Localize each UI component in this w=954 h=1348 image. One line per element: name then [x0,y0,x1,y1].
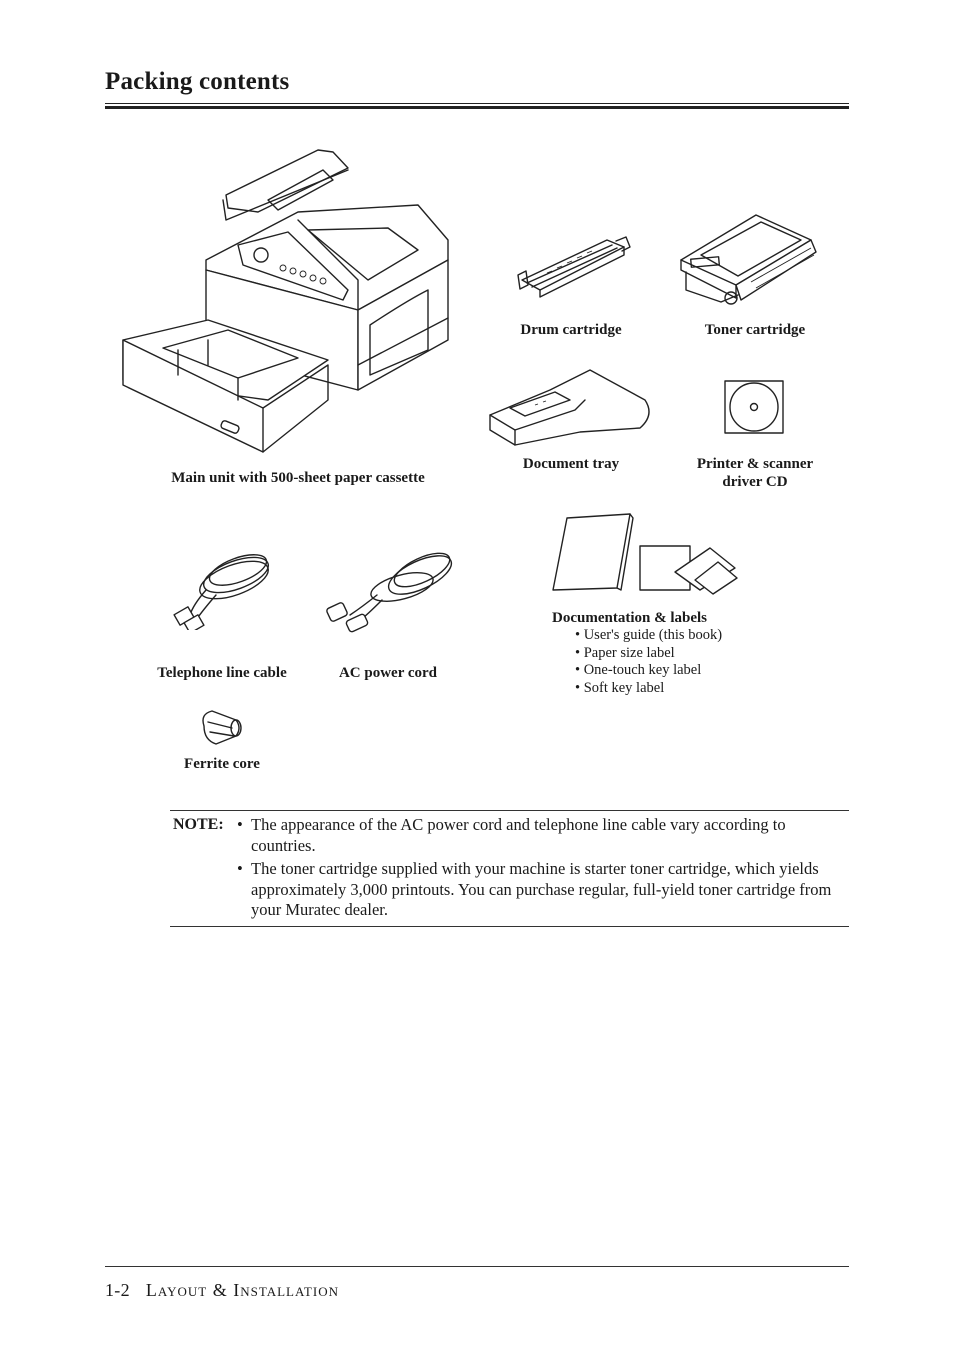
title-rule-thick [105,106,849,109]
ac-power-cord-illustration [322,545,462,635]
ferrite-core-illustration [198,706,246,748]
note-bullet-1-marker: • [237,815,243,834]
list-item: • Paper size label [575,645,722,663]
caption-ferrite-core: Ferrite core [184,756,260,772]
note-bullet-2-marker: • [237,859,243,878]
caption-driver-cd [680,455,830,491]
title-rule [105,103,849,104]
list-item: • One-touch key label [575,662,722,680]
note-label: NOTE: [173,816,224,833]
caption-driver-cd-line2: driver CD [722,474,788,490]
footer [105,1280,339,1301]
note-bullet-2: The toner cartridge supplied with your machine is starter toner cartridge, which yields approximately 3,000 printouts. You can purchase regular, full-yield toner cartridge from your Muratec dealer. [251,859,832,919]
caption-toner-cartridge: Toner cartridge [704,322,806,338]
toner-cartridge-illustration [676,210,831,310]
main-unit-illustration [118,140,458,460]
caption-telephone-cable: Telephone line cable [157,665,287,681]
drum-cartridge-illustration [512,225,637,305]
caption-driver-cd-line1: Printer & scanner [696,456,814,472]
caption-main-unit: Main unit with 500-sheet paper cassette [171,470,425,486]
caption-document-tray: Document tray [522,456,620,472]
caption-ac-power-cord: AC power cord [338,665,438,681]
footer-section: Layout & Installation [145,1280,339,1300]
cd-illustration [722,378,788,438]
caption-documentation: Documentation & labels [552,610,707,626]
document-tray-illustration [485,360,655,455]
telephone-cable-illustration [168,545,278,630]
list-item: • User's guide (this book) [575,627,722,645]
note-bottom-rule [170,926,849,927]
list-item: • Soft key label [575,680,722,698]
note-bullet-1: The appearance of the AC power cord and telephone line cable vary according to countries. [251,815,786,855]
footer-rule [105,1266,849,1267]
page-title: Packing contents [105,68,290,95]
note-top-rule [170,810,849,811]
documentation-list [575,627,722,697]
footer-page-number: 1-2 [105,1280,130,1300]
documentation-illustration [545,510,745,595]
caption-drum-cartridge: Drum cartridge [520,322,622,338]
